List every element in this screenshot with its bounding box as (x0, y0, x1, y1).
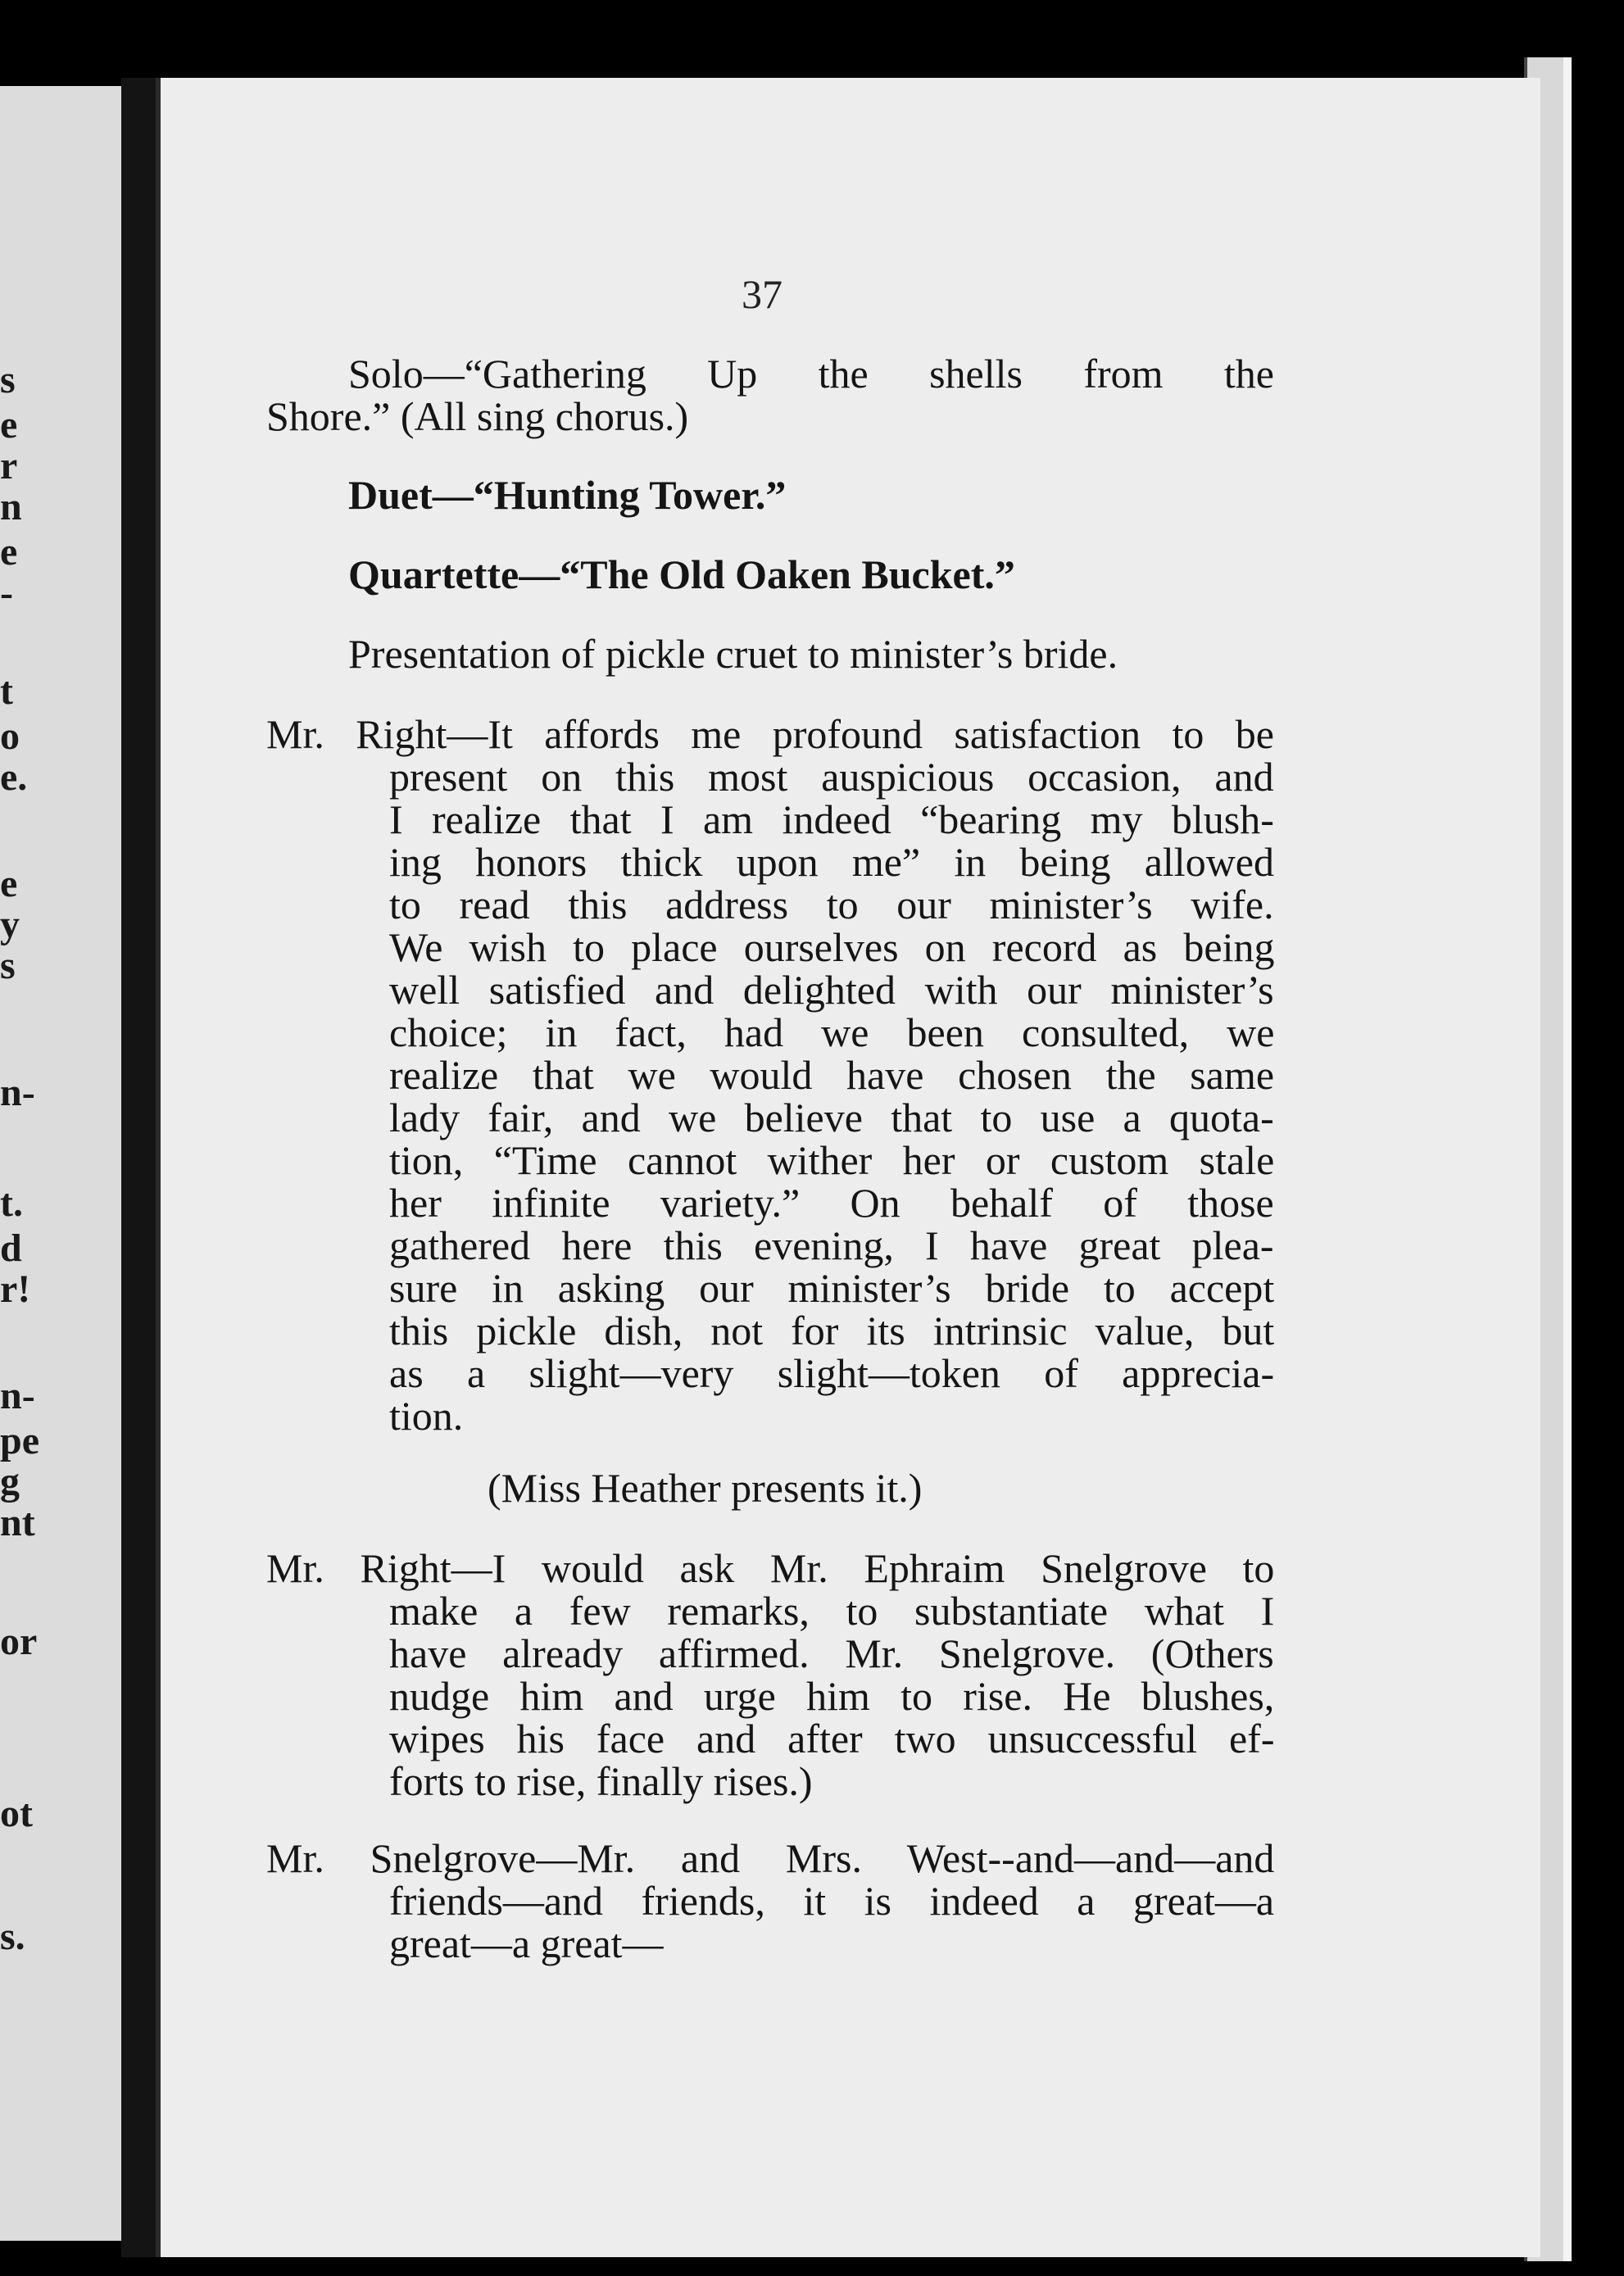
left-facing-page (0, 86, 131, 2241)
line-text: Solo—“Gathering Up the shells from the (348, 351, 1274, 397)
left-fragment: nt (0, 1501, 35, 1544)
left-fragment: o (0, 714, 20, 758)
speech-line: present on this most auspicious occasion, and (389, 754, 1274, 800)
speech-line: wipes his face and after two unsuccessful ef- (389, 1716, 1275, 1761)
entry-line-quartette: Quartette—“The Old Oaken Bucket.” (348, 551, 1015, 597)
speech-line: to read this address to our minister’s wife. (389, 882, 1274, 927)
speech-line: have already affirmed. Mr. Snelgrove. (Others (389, 1630, 1274, 1676)
speech-first-line: Mr. Right—It affords me profound satisfaction to be (266, 711, 1274, 757)
left-fragment: n (0, 485, 22, 528)
speech-line: ing honors thick upon me” in being allowed (389, 839, 1275, 885)
entry-line-duet: Duet—“Hunting Tower.” (348, 472, 787, 518)
left-fragment: e (0, 862, 18, 905)
left-fragment: n- (0, 1374, 35, 1417)
speech-line: gathered here this evening, I have great plea- (389, 1222, 1274, 1268)
speech-line: I realize that I am indeed “bearing my blush- (389, 796, 1274, 842)
speech-line: sure in asking our minister’s bride to accept (389, 1265, 1275, 1311)
left-fragment: e. (0, 755, 28, 799)
left-fragment: g (0, 1460, 20, 1503)
left-fragment: pe (0, 1419, 39, 1462)
speech-line: as a slight—very slight—token of apprecia- (389, 1350, 1275, 1396)
left-fragment: t (0, 669, 13, 713)
left-fragment: r! (0, 1267, 31, 1311)
left-fragment: s (0, 944, 16, 987)
left-fragment: or (0, 1620, 38, 1663)
speech-line: great—a great— (389, 1920, 664, 1966)
speech-line: choice; in fact, had we been consulted, we (389, 1009, 1275, 1055)
left-fragment: ot (0, 1792, 33, 1835)
entry-line-solo (348, 352, 1274, 395)
speech-line: well satisfied and delighted with our minister’s (389, 967, 1274, 1013)
entry-line-presentation: Presentation of pickle cruet to minister’s bride. (348, 631, 1118, 677)
speech-line: tion, “Time cannot wither her or custom stale (389, 1137, 1275, 1183)
speech-line: lady fair, and we believe that to use a quota- (389, 1095, 1274, 1140)
speech-line: her infinite variety.” On behalf of those (389, 1180, 1274, 1226)
left-page-text-fragments (0, 86, 49, 2241)
speech-line: friends—and friends, it is indeed a great—a (389, 1878, 1275, 1924)
left-fragment: e (0, 403, 18, 447)
speech-line: forts to rise, finally rises.) (389, 1758, 813, 1804)
left-fragment: t. (0, 1181, 23, 1225)
stage-direction: (Miss Heather presents it.) (488, 1465, 923, 1511)
speech-first-line: Mr. Right—I would ask Mr. Ephraim Snelgrove to (266, 1545, 1275, 1591)
left-fragment: s. (0, 1915, 25, 1958)
left-fragment: d (0, 1226, 22, 1270)
left-fragment: - (0, 571, 13, 614)
left-fragment: r (0, 444, 18, 487)
left-fragment: n- (0, 1071, 35, 1114)
speech-first-line: Mr. Snelgrove—Mr. and Mrs. West--and—and—and (266, 1835, 1275, 1881)
entry-line: Shore.” (All sing chorus.) (266, 393, 689, 439)
speech-line: We wish to place ourselves on record as being (389, 924, 1275, 970)
speech-line: nudge him and urge him to rise. He blushes, (389, 1673, 1275, 1719)
speech-line: this pickle dish, not for its intrinsic value, but (389, 1308, 1275, 1353)
left-fragment: e (0, 530, 18, 574)
left-fragment: s (0, 358, 16, 401)
speech-line: realize that we would have chosen the same (389, 1052, 1275, 1098)
page-number: 37 (742, 271, 783, 317)
speech-line: tion. (389, 1393, 464, 1439)
speech-line: make a few remarks, to substantiate what I (389, 1588, 1275, 1634)
left-fragment: y (0, 903, 20, 946)
